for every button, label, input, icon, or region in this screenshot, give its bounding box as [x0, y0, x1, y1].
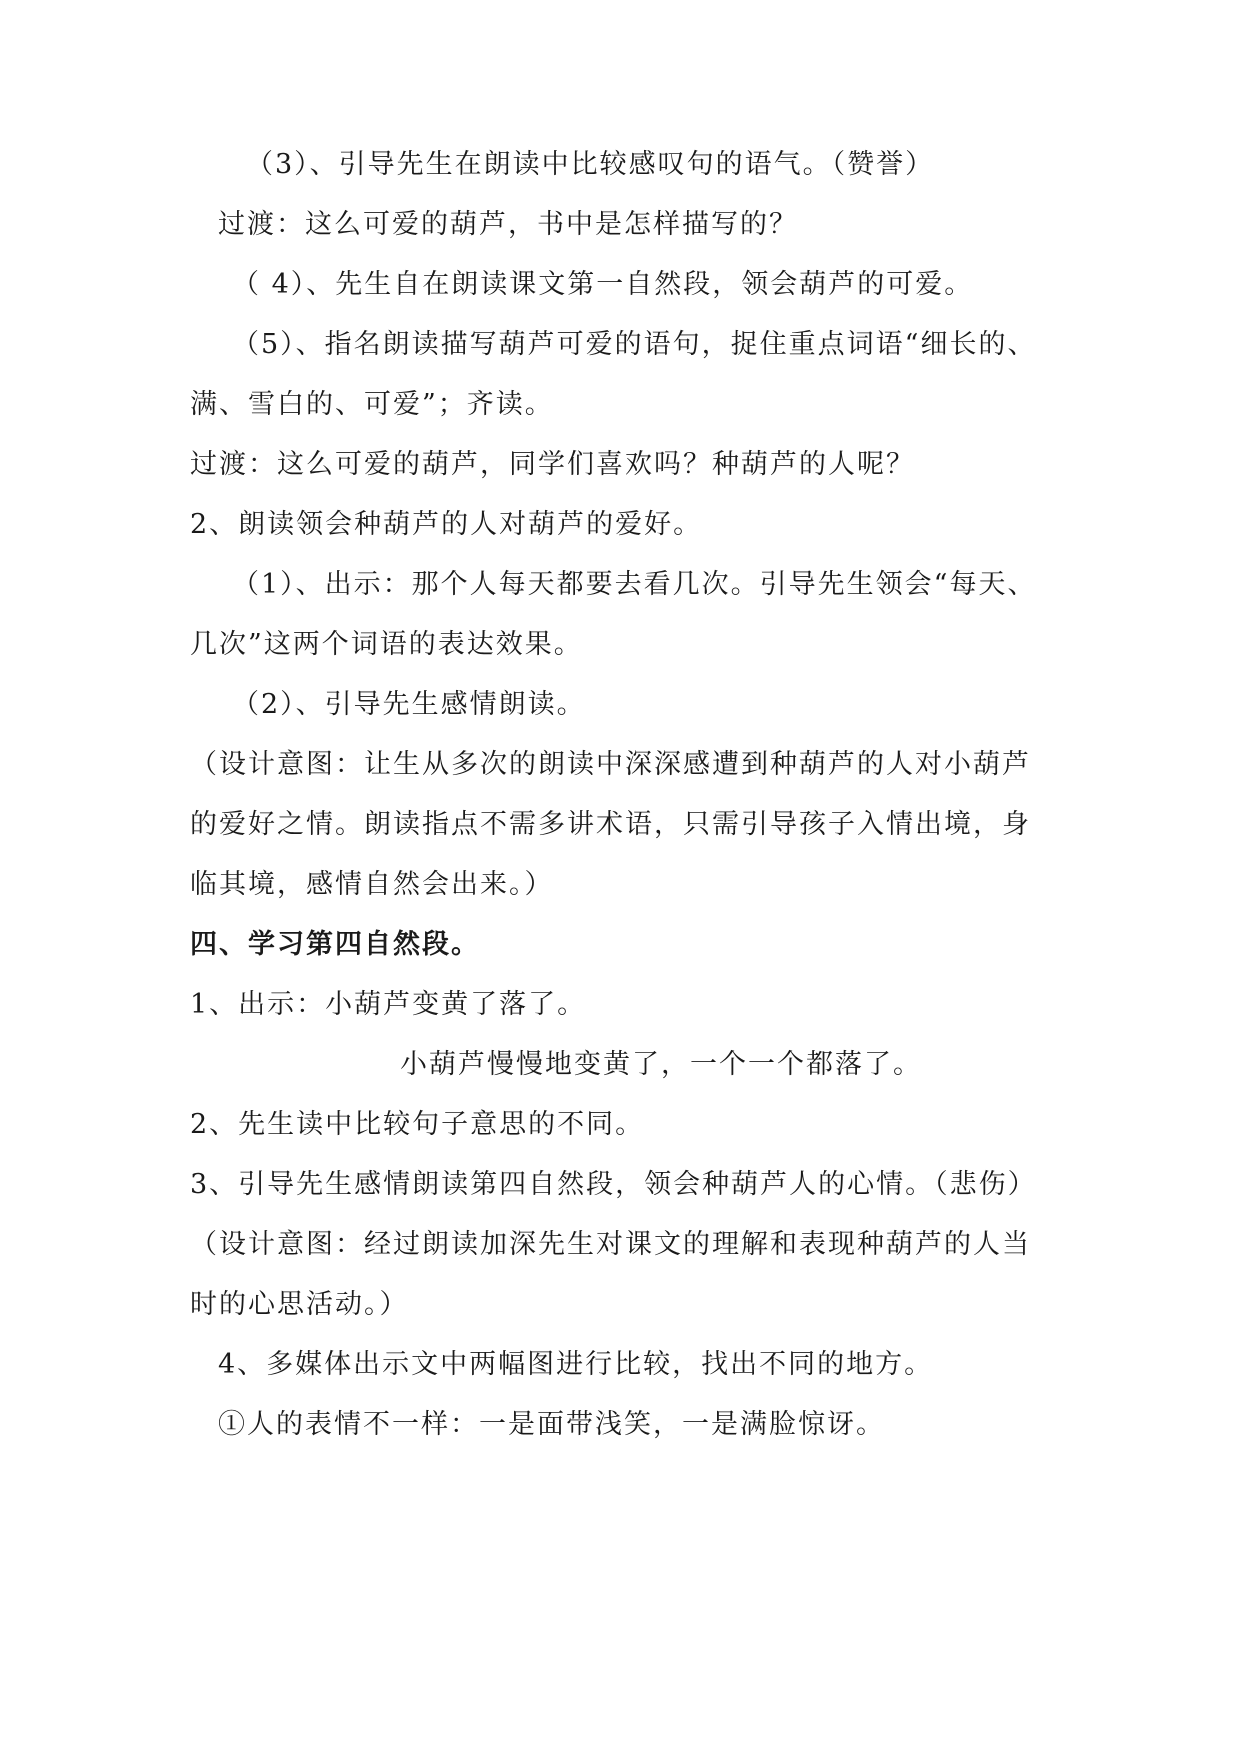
- line-21: 4、多媒体出示文中两幅图进行比较，找出不同的地方。: [218, 1349, 934, 1380]
- line-20: 时的心思活动。）: [190, 1289, 409, 1320]
- line-16: 小葫芦慢慢地变黄了，一个一个都落了。: [400, 1049, 922, 1080]
- line-8: （1）、出示：那个人每天都要去看几次。引导先生领会“每天、: [232, 569, 1037, 600]
- line-4: （5）、指名朗读描写葫芦可爱的语句，捉住重点词语“细长的、: [232, 329, 1037, 360]
- line-6: 过渡：这么可爱的葫芦，同学们喜欢吗？种葫芦的人呢？: [190, 449, 915, 480]
- line-3: （ 4）、先生自在朗读课文第一自然段，领会葫芦的可爱。: [232, 269, 974, 300]
- line-19: （设计意图：经过朗读加深先生对课文的理解和表现种葫芦的人当: [190, 1229, 1031, 1260]
- line-17: 2、先生读中比较句子意思的不同。: [190, 1109, 645, 1140]
- line-1: （3）、引导先生在朗读中比较感叹句的语气。（赞誉）: [246, 149, 935, 180]
- line-2: 过渡：这么可爱的葫芦，书中是怎样描写的？: [218, 209, 798, 240]
- line-5: 满、雪白的、可爱”；齐读。: [190, 389, 554, 420]
- line-15: 1、出示：小葫芦变黄了落了。: [190, 989, 587, 1020]
- line-7: 2、朗读领会种葫芦的人对葫芦的爱好。: [190, 509, 703, 540]
- line-11: （设计意图：让生从多次的朗读中深深感遭到种葫芦的人对小葫芦: [190, 749, 1031, 780]
- line-12: 的爱好之情。朗读指点不需多讲术语，只需引导孩子入情出境，身: [190, 809, 1031, 840]
- line-22: ①人的表情不一样：一是面带浅笑，一是满脸惊讶。: [218, 1409, 885, 1440]
- section-heading: 四、学习第四自然段。: [190, 929, 480, 960]
- line-9: 几次”这两个词语的表达效果。: [190, 629, 583, 660]
- line-18: 3、引导先生感情朗读第四自然段，领会种葫芦人的心情。（悲伤）: [190, 1169, 1037, 1200]
- line-10: （2）、引导先生感情朗读。: [232, 689, 586, 720]
- line-13: 临其境，感情自然会出来。）: [190, 869, 554, 900]
